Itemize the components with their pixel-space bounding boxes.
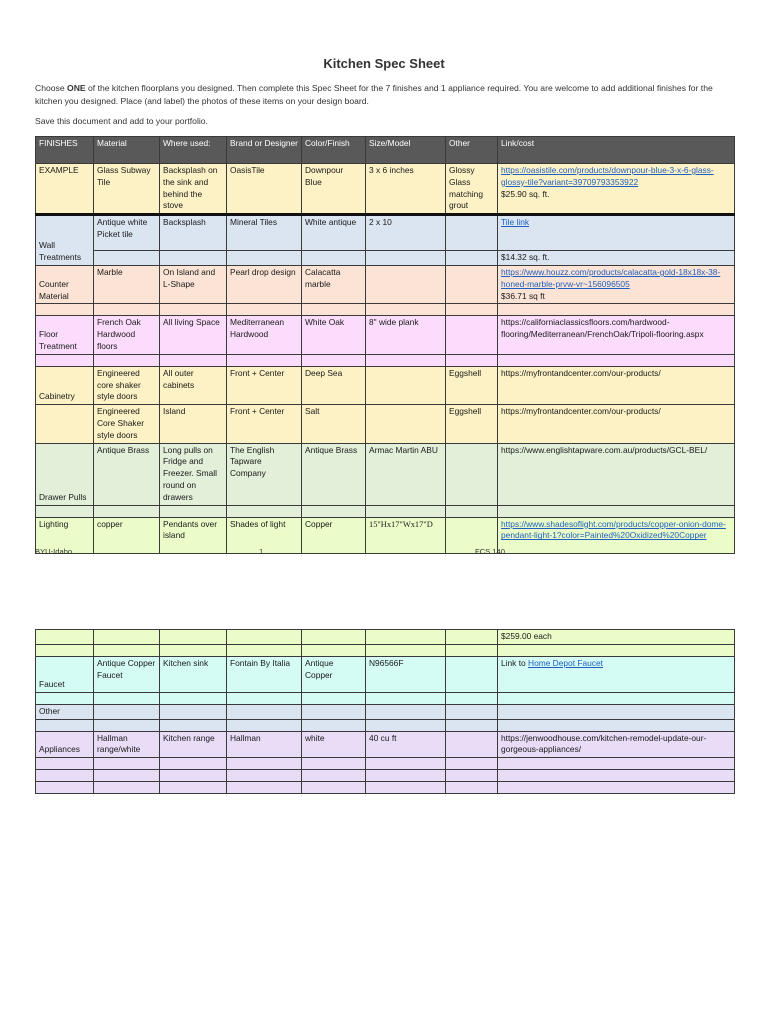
cell-empty[interactable] (498, 782, 735, 794)
cell-empty[interactable] (227, 692, 302, 704)
cell-empty[interactable] (36, 758, 94, 770)
cell-empty[interactable] (160, 719, 227, 731)
cell-material[interactable]: copper (94, 517, 160, 553)
cell-size[interactable]: 40 cu ft (366, 731, 446, 758)
cell-other[interactable] (446, 656, 498, 692)
intro-prefix: Choose (35, 83, 68, 93)
cell-empty[interactable] (302, 758, 366, 770)
cell-color[interactable]: Downpour Blue (302, 164, 366, 215)
cell-empty[interactable] (94, 354, 160, 366)
tile-link[interactable]: Tile link (501, 217, 530, 228)
cell-brand[interactable]: Front + Center (227, 405, 302, 443)
cell-empty[interactable] (446, 644, 498, 656)
cell-category[interactable]: EXAMPLE (36, 164, 94, 215)
cell-where[interactable]: On Island and L-Shape (160, 265, 227, 303)
cell-where[interactable]: Island (160, 405, 227, 443)
cell-empty[interactable] (302, 251, 366, 266)
cell-empty[interactable] (366, 644, 446, 656)
cell-color[interactable]: Copper (302, 517, 366, 553)
cell-size[interactable]: N96566F (366, 656, 446, 692)
cell-category[interactable]: Lighting (36, 517, 94, 553)
cell-size[interactable]: Armac Martin ABU (366, 443, 446, 505)
cell-empty[interactable] (227, 770, 302, 782)
cell-category[interactable]: Drawer Pulls (36, 443, 94, 505)
cell-other[interactable] (446, 731, 498, 758)
cell-link[interactable]: https://www.englishtapware.com.au/products/GCL-BEL/ (498, 443, 735, 505)
cell-material[interactable]: Marble (94, 265, 160, 303)
cell-category[interactable]: Other (36, 704, 94, 719)
cell-brand[interactable]: OasisTile (227, 164, 302, 215)
cell-brand[interactable]: Mediterranean Hardwood (227, 316, 302, 354)
table-row-example (36, 164, 735, 215)
cell-empty[interactable] (302, 782, 366, 794)
table-row-spacer (36, 758, 735, 770)
cell-empty[interactable] (160, 758, 227, 770)
cell-color[interactable]: Antique Copper (302, 656, 366, 692)
footer-page-number: 1 (259, 547, 264, 556)
cell-empty[interactable] (227, 304, 302, 316)
table-row-spacer (36, 354, 735, 366)
table-row-spacer (36, 692, 735, 704)
cell-brand[interactable]: Shades of light (227, 517, 302, 553)
cell-color[interactable]: White Oak (302, 316, 366, 354)
cell-empty[interactable] (446, 304, 498, 316)
intro-paragraph (35, 82, 735, 108)
cell-brand[interactable]: Pearl drop design (227, 265, 302, 303)
example-link[interactable]: https://oasistile.com/products/downpour-blue-3-x-6-glass-glossy-tile?variant=39709793353922 (501, 165, 714, 187)
table-row-drawer (36, 443, 735, 505)
cell-size[interactable] (366, 405, 446, 443)
counter-link[interactable]: https://www.houzz.com/products/calacatta-gold-18x18x-38-honed-marble-prvw-vr~156096505 (501, 266, 721, 289)
save-instruction: Save this document and add to your portfolio. (35, 116, 208, 126)
cell-other[interactable] (446, 316, 498, 354)
cell-other[interactable] (446, 443, 498, 505)
footer-course: FCS 140 (475, 547, 505, 556)
table-row-spacer (36, 505, 735, 517)
cell-brand[interactable]: Fontain By Italia (227, 656, 302, 692)
cell-link[interactable]: https://myfrontandcenter.com/our-products/ (498, 366, 735, 404)
cell-empty[interactable] (446, 251, 498, 266)
cell-empty[interactable] (36, 405, 94, 443)
cell-empty[interactable] (94, 304, 160, 316)
cell-other[interactable] (446, 265, 498, 303)
cell-other[interactable]: Glossy Glass matching grout (446, 164, 498, 215)
col-header-material: Material (94, 137, 160, 164)
cell-empty[interactable] (36, 692, 94, 704)
cell-link[interactable] (498, 164, 735, 215)
cell-empty[interactable] (366, 758, 446, 770)
counter-cost: $36.71 sq ft (501, 290, 545, 301)
table-row-cabinetry-island (36, 405, 735, 443)
cell-brand[interactable]: Front + Center (227, 366, 302, 404)
cell-empty[interactable] (498, 719, 735, 731)
cell-material[interactable]: French Oak Hardwood floors (94, 316, 160, 354)
cell-category[interactable]: Faucet (36, 656, 94, 692)
cell-empty[interactable] (498, 354, 735, 366)
cell-where[interactable]: Backsplash (160, 215, 227, 251)
table-row-spacer (36, 719, 735, 731)
cell-link[interactable] (498, 215, 735, 251)
cell-empty[interactable] (160, 630, 227, 645)
table-row-wall-cost (36, 251, 735, 266)
lighting-link[interactable]: https://www.shadesoflight.com/products/copper-onion-dome-pendant-light-1?color=Painted%20Oxidized%20Copper (501, 518, 726, 541)
intro-bold: ONE (67, 83, 86, 93)
cell-category[interactable]: Floor Treatment (36, 316, 94, 354)
cell-link[interactable] (498, 656, 735, 692)
cell-empty[interactable] (302, 354, 366, 366)
table-row-other (36, 704, 735, 719)
cell-material[interactable]: Engineered core shaker style doors (94, 366, 160, 404)
cell-empty[interactable] (302, 505, 366, 517)
cell-size[interactable] (366, 366, 446, 404)
table-row-appliances (36, 731, 735, 758)
cell-empty[interactable] (498, 758, 735, 770)
cell-empty[interactable] (302, 704, 366, 719)
cell-empty[interactable] (94, 719, 160, 731)
cell-other[interactable]: Eggshell (446, 405, 498, 443)
cell-empty[interactable] (94, 770, 160, 782)
cell-category[interactable]: Cabinetry (36, 366, 94, 404)
col-header-finishes: FINISHES (36, 137, 94, 164)
cell-empty[interactable] (160, 304, 227, 316)
cell-empty[interactable] (302, 692, 366, 704)
cell-empty[interactable] (302, 719, 366, 731)
cell-material[interactable]: Glass Subway Tile (94, 164, 160, 215)
cell-empty[interactable] (160, 770, 227, 782)
table-row-counter (36, 265, 735, 303)
table-row-cabinetry (36, 366, 735, 404)
cell-empty[interactable] (302, 630, 366, 645)
cell-empty[interactable] (36, 719, 94, 731)
cell-cost[interactable]: $259.00 each (498, 630, 735, 645)
cell-empty[interactable] (36, 354, 94, 366)
cell-empty[interactable] (94, 505, 160, 517)
cell-empty[interactable] (446, 704, 498, 719)
cell-empty[interactable] (366, 354, 446, 366)
cell-empty[interactable] (498, 692, 735, 704)
cell-empty[interactable] (227, 719, 302, 731)
cell-empty[interactable] (302, 644, 366, 656)
cell-empty[interactable] (227, 782, 302, 794)
footer-school: BYU-Idaho (35, 547, 73, 556)
cell-empty[interactable] (227, 251, 302, 266)
cell-link[interactable]: https://californiaclassicsfloors.com/hardwood-flooring/Mediterranean/FrenchOak/Tripoli-flooring.aspx (498, 316, 735, 354)
cell-brand[interactable]: Mineral Tiles (227, 215, 302, 251)
cell-material[interactable]: Antique Brass (94, 443, 160, 505)
cell-color[interactable]: Antique Brass (302, 443, 366, 505)
cell-color[interactable]: Calacatta marble (302, 265, 366, 303)
cell-color[interactable]: White antique (302, 215, 366, 251)
cell-empty[interactable] (498, 704, 735, 719)
cell-empty[interactable] (366, 692, 446, 704)
cell-empty[interactable] (302, 770, 366, 782)
cell-empty[interactable] (36, 782, 94, 794)
cell-empty[interactable] (366, 719, 446, 731)
cell-size[interactable]: 15"Hx17"Wx17"D (366, 517, 446, 553)
cell-where[interactable]: Pendants over island (160, 517, 227, 553)
cell-size[interactable]: 2 x 10 (366, 215, 446, 251)
cell-link[interactable] (498, 265, 735, 303)
table-row-spacer (36, 782, 735, 794)
cell-empty[interactable] (160, 704, 227, 719)
cell-empty[interactable] (160, 644, 227, 656)
cell-empty[interactable] (36, 505, 94, 517)
cell-empty[interactable] (366, 770, 446, 782)
cell-category[interactable]: Appliances (36, 731, 94, 758)
cell-empty[interactable] (94, 758, 160, 770)
cell-color[interactable]: Salt (302, 405, 366, 443)
table-row-wall (36, 215, 735, 251)
cell-category[interactable]: Counter Material (36, 265, 94, 303)
cell-where[interactable]: Kitchen sink (160, 656, 227, 692)
col-header-other: Other (446, 137, 498, 164)
cell-where[interactable]: All living Space (160, 316, 227, 354)
cell-empty[interactable] (94, 630, 160, 645)
cell-empty[interactable] (446, 719, 498, 731)
cell-empty[interactable] (227, 505, 302, 517)
table-row-floor (36, 316, 735, 354)
spec-table (35, 136, 735, 554)
cell-empty[interactable] (446, 630, 498, 645)
table-row-spacer (36, 304, 735, 316)
cell-other[interactable]: Eggshell (446, 366, 498, 404)
cell-empty[interactable] (160, 354, 227, 366)
cell-size[interactable]: 3 x 6 inches (366, 164, 446, 215)
col-header-link: Link/cost (498, 137, 735, 164)
col-header-where: Where used: (160, 137, 227, 164)
cell-empty[interactable] (498, 505, 735, 517)
cell-empty[interactable] (94, 704, 160, 719)
table-row-lighting (36, 517, 735, 553)
cell-empty[interactable] (366, 505, 446, 517)
cell-empty[interactable] (94, 251, 160, 266)
cell-empty[interactable] (446, 770, 498, 782)
col-header-color: Color/Finish (302, 137, 366, 164)
table-row-faucet (36, 656, 735, 692)
cell-where[interactable]: Long pulls on Fridge and Freezer. Small round on drawers (160, 443, 227, 505)
header-row (36, 137, 735, 164)
cell-empty[interactable] (366, 704, 446, 719)
home-depot-faucet-link[interactable]: Home Depot Faucet (528, 657, 603, 668)
cell-material[interactable]: Antique white Picket tile (94, 215, 160, 251)
cell-empty[interactable] (366, 304, 446, 316)
cell-empty[interactable] (302, 304, 366, 316)
cell-size[interactable] (366, 265, 446, 303)
cell-empty[interactable] (36, 304, 94, 316)
cell-empty[interactable] (366, 630, 446, 645)
cell-empty[interactable] (498, 644, 735, 656)
cell-brand[interactable]: Hallman (227, 731, 302, 758)
cell-material[interactable]: Antique Copper Faucet (94, 656, 160, 692)
cell-size[interactable]: 8" wide plank (366, 316, 446, 354)
cell-empty[interactable] (366, 782, 446, 794)
cell-where[interactable]: Kitchen range (160, 731, 227, 758)
cell-where[interactable]: Backsplash on the sink and behind the stove (160, 164, 227, 215)
cell-brand[interactable]: The English Tapware Company (227, 443, 302, 505)
table-row-spacer (36, 644, 735, 656)
cell-empty[interactable] (366, 251, 446, 266)
cell-color[interactable]: white (302, 731, 366, 758)
cell-empty[interactable] (36, 644, 94, 656)
cell-link[interactable]: https://jenwoodhouse.com/kitchen-remodel-update-our-gorgeous-appliances/ (498, 731, 735, 758)
cell-category[interactable]: Wall Treatments (36, 215, 94, 266)
cell-material[interactable]: Hallman range/white (94, 731, 160, 758)
cell-empty[interactable] (446, 505, 498, 517)
col-header-brand: Brand or Designer (227, 137, 302, 164)
cell-empty[interactable] (446, 692, 498, 704)
cell-empty[interactable] (94, 644, 160, 656)
spec-table-continued (35, 629, 735, 794)
cell-empty[interactable] (94, 692, 160, 704)
cell-link[interactable] (498, 517, 735, 553)
cell-empty[interactable] (160, 505, 227, 517)
cell-empty[interactable] (227, 704, 302, 719)
cell-empty[interactable] (498, 304, 735, 316)
cell-empty[interactable] (227, 758, 302, 770)
table-row-spacer (36, 770, 735, 782)
cell-empty[interactable] (36, 630, 94, 645)
intro-rest: of the kitchen floorplans you designed. Then complete this Spec Sheet for the 7 finishes and 1 appliance required. You are welcome to add additional finishes for the kitchen you designed. Place (and label) the photos of these items on your design board. (35, 83, 713, 106)
cell-empty[interactable] (94, 782, 160, 794)
example-cost: $25.90 sq. ft. (501, 188, 550, 199)
cell-empty[interactable] (446, 782, 498, 794)
cell-empty[interactable] (446, 758, 498, 770)
faucet-link-prefix: Link to (501, 657, 529, 668)
cell-link[interactable]: https://myfrontandcenter.com/our-products/ (498, 405, 735, 443)
table-row-lighting-cost (36, 630, 735, 645)
cell-where[interactable]: All outer cabinets (160, 366, 227, 404)
col-header-size: Size/Model (366, 137, 446, 164)
cell-empty[interactable] (160, 251, 227, 266)
cell-empty[interactable] (446, 354, 498, 366)
cell-other[interactable] (446, 215, 498, 251)
cell-empty[interactable] (160, 782, 227, 794)
cell-empty[interactable] (227, 354, 302, 366)
cell-empty[interactable] (498, 770, 735, 782)
page-title: Kitchen Spec Sheet (323, 56, 445, 71)
cell-empty[interactable] (160, 692, 227, 704)
cell-empty[interactable] (36, 770, 94, 782)
cell-material[interactable]: Engineered Core Shaker style doors (94, 405, 160, 443)
cell-color[interactable]: Deep Sea (302, 366, 366, 404)
cell-cost[interactable]: $14.32 sq. ft. (498, 251, 735, 266)
cell-empty[interactable] (227, 644, 302, 656)
cell-empty[interactable] (227, 630, 302, 645)
